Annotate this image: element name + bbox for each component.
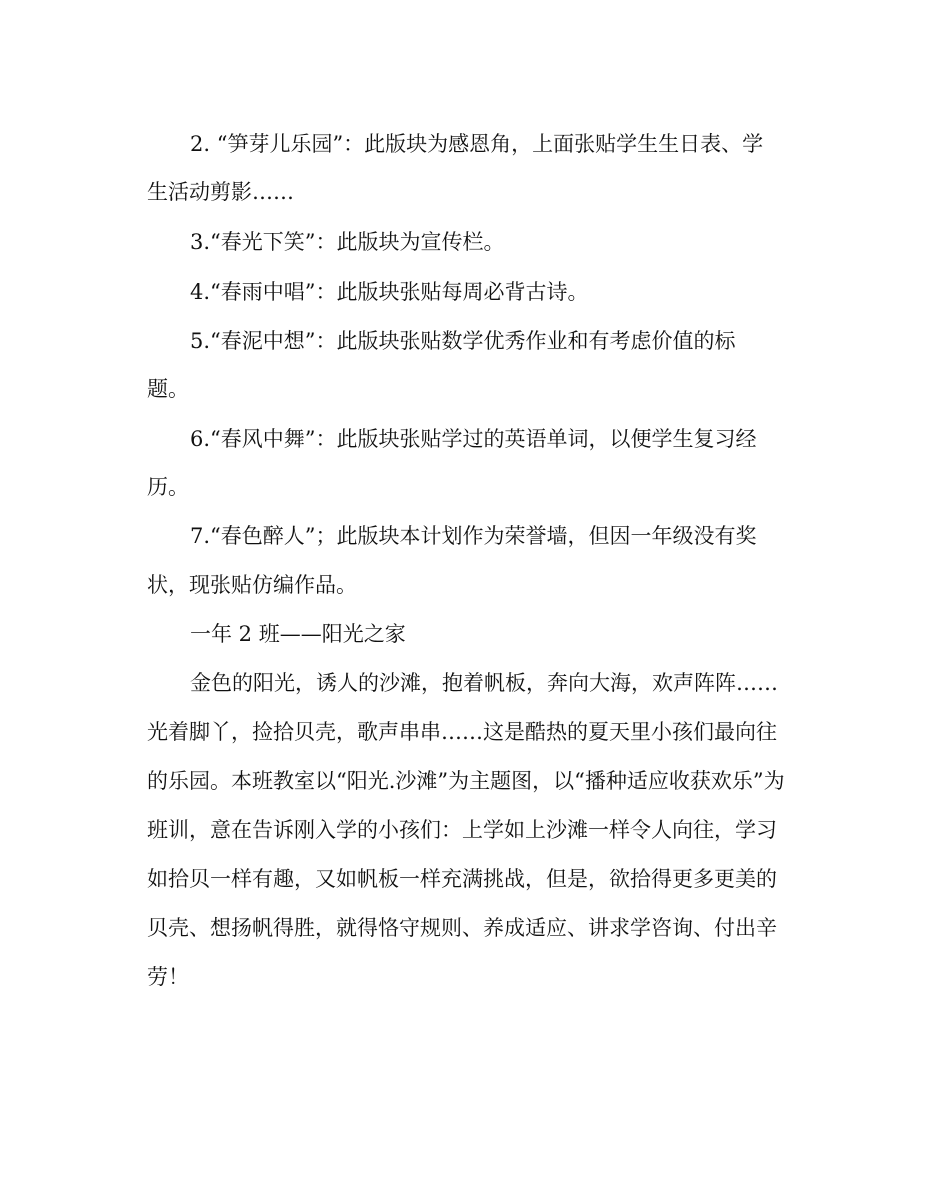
item-5-line-1: 5.“春泥中想”：此版块张贴数学优秀作业和有考虑价值的标 — [190, 329, 736, 353]
item-4-line-1: 4.“春雨中唱”：此版块张贴每周必背古诗。 — [190, 280, 589, 304]
item-7-line-2: 状，现张贴仿编作品。 — [147, 573, 357, 597]
paragraph-line: 劳！ — [147, 965, 189, 989]
item-3-line-1: 3.“春光下笑”：此版块为宣传栏。 — [190, 230, 505, 254]
paragraph-line: 贝壳、想扬帆得胜，就得恪守规则、养成适应、讲求学咨询、付出辛 — [147, 916, 777, 940]
paragraph-line: 的乐园。本班教室以“阳光.沙滩”为主题图，以“播种适应收获欢乐”为 — [147, 769, 785, 793]
paragraph-line: 如拾贝一样有趣，又如帆板一样充满挑战，但是，欲拾得更多更美的 — [147, 867, 777, 891]
item-2-line-1: 2. “笋芽儿乐园”：此版块为感恩角，上面张贴学生生日表、学 — [190, 132, 764, 156]
item-5-line-2: 题。 — [147, 377, 189, 401]
section-heading: 一年 2 班——阳光之家 — [190, 622, 406, 646]
paragraph-line: 班训，意在告诉刚入学的小孩们：上学如上沙滩一样令人向往，学习 — [147, 818, 777, 842]
item-6-line-1: 6.“春风中舞”：此版块张贴学过的英语单词，以便学生复习经 — [190, 427, 757, 451]
paragraph-line: 光着脚丫，捡拾贝壳，歌声串串……这是酷热的夏天里小孩们最向往 — [147, 720, 777, 744]
item-2-line-2: 生活动剪影…… — [147, 180, 294, 204]
paragraph-line: 金色的阳光，诱人的沙滩，抱着帆板，奔向大海，欢声阵阵…… — [190, 671, 778, 695]
item-7-line-1: 7.“春色醉人”；此版块本计划作为荣誉墙，但因一年级没有奖 — [190, 524, 757, 548]
item-6-line-2: 历。 — [147, 475, 189, 499]
